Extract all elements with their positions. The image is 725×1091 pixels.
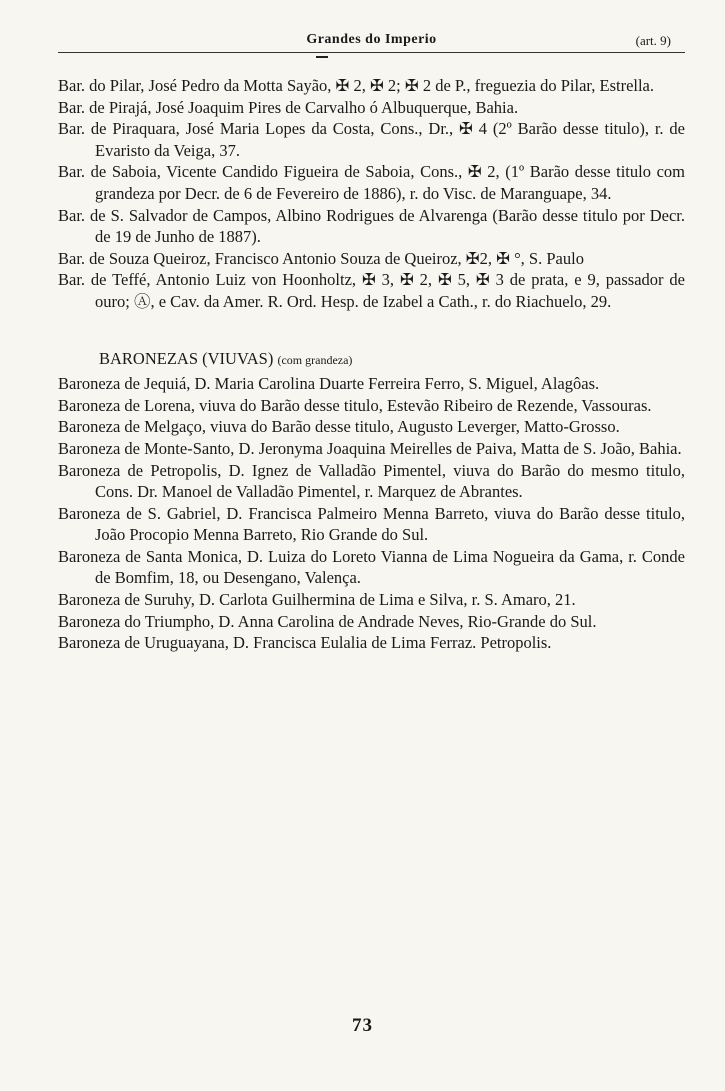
article-reference: (art. 9) bbox=[635, 33, 671, 48]
list-item: Baroneza de S. Gabriel, D. Francisca Palmeiro Menna Barreto, viuva do Barão desse titulo, João Procopio Menna Barreto, Rio Grande do Sul. bbox=[58, 503, 685, 545]
list-item: Baroneza do Triumpho, D. Anna Carolina de Andrade Neves, Rio-Grande do Sul. bbox=[58, 611, 597, 631]
section-heading bbox=[99, 348, 685, 372]
list-item: Bar. do Pilar, José Pedro da Motta Sayão, ✠ 2, ✠ 2; ✠ 2 de P., freguezia do Pilar, Estrella. bbox=[58, 76, 655, 95]
header-rule bbox=[58, 52, 685, 53]
page-number: 73 bbox=[352, 1015, 373, 1036]
running-title: Grandes do Imperio bbox=[306, 32, 437, 47]
list-item: Bar. de Teffé, Antonio Luiz von Hoonholtz, ✠ 3, ✠ 2, ✠ 5, ✠ 3 de prata, e 9, passador de ouro; Ⓐ, e Cav. da Amer. R. Ord. Hesp. de Izabel a Cath., r. do Riachuelo, 29. bbox=[58, 270, 685, 311]
list-item: Bar. de Saboia, Vicente Candido Figueira de Saboia, Cons., ✠ 2, (1º Barão desse titulo com grandeza por Decr. de 6 de Fevereiro de 1886), r. do Visc. de Maranguape, 34. bbox=[58, 162, 685, 203]
list-item: Bar. de Piraquara, José Maria Lopes da Costa, Cons., Dr., ✠ 4 (2º Barão desse titulo), r. de Evaristo da Veiga, 37. bbox=[58, 119, 685, 160]
list-item: Baroneza de Suruhy, D. Carlota Guilhermina de Lima e Silva, r. S. Amaro, 21. bbox=[58, 590, 576, 610]
barons-list bbox=[58, 75, 685, 313]
list-item: Baroneza de Santa Monica, D. Luiza do Loreto Vianna de Lima Nogueira da Gama, r. Conde de Bomfim, 18, ou Desengano, Valença. bbox=[58, 546, 685, 588]
section-title-text: BARONEZAS (VIUVAS) bbox=[99, 348, 274, 368]
header-ornament bbox=[316, 56, 328, 58]
entries-body bbox=[58, 75, 685, 654]
list-item: Baroneza de Lorena, viuva do Barão desse titulo, Estevão Ribeiro de Rezende, Vassouras. bbox=[58, 395, 652, 415]
list-item: Baroneza de Monte-Santo, D. Jeronyma Joaquina Meirelles de Paiva, Matta de S. João, Bahia. bbox=[58, 438, 682, 458]
baronesses-list bbox=[58, 373, 685, 654]
running-header bbox=[58, 32, 685, 54]
list-item: Baroneza de Jequiá, D. Maria Carolina Duarte Ferreira Ferro, S. Miguel, Alagôas. bbox=[58, 374, 600, 394]
list-item: Bar. de Pirajá, José Joaquim Pires de Carvalho ó Albuquerque, Bahia. bbox=[58, 97, 519, 117]
list-item: Baroneza de Melgaço, viuva do Barão desse titulo, Augusto Leverger, Matto-Grosso. bbox=[58, 417, 620, 437]
list-item: Bar. de S. Salvador de Campos, Albino Rodrigues de Alvarenga (Barão desse titulo por Decr. de 19 de Junho de 1887). bbox=[58, 205, 685, 247]
list-item: Baroneza de Uruguayana, D. Francisca Eulalia de Lima Ferraz. Petropolis. bbox=[58, 633, 552, 653]
section-note: (com grandeza) bbox=[277, 352, 353, 367]
list-item: Bar. de Souza Queiroz, Francisco Antonio Souza de Queiroz, ✠2, ✠ °, S. Paulo bbox=[58, 248, 584, 268]
list-item: Baroneza de Petropolis, D. Ignez de Valladão Pimentel, viuva do Barão do mesmo titulo, Cons. Dr. Manoel de Valladão Pimentel, r. Marquez de Abrantes. bbox=[58, 460, 685, 502]
